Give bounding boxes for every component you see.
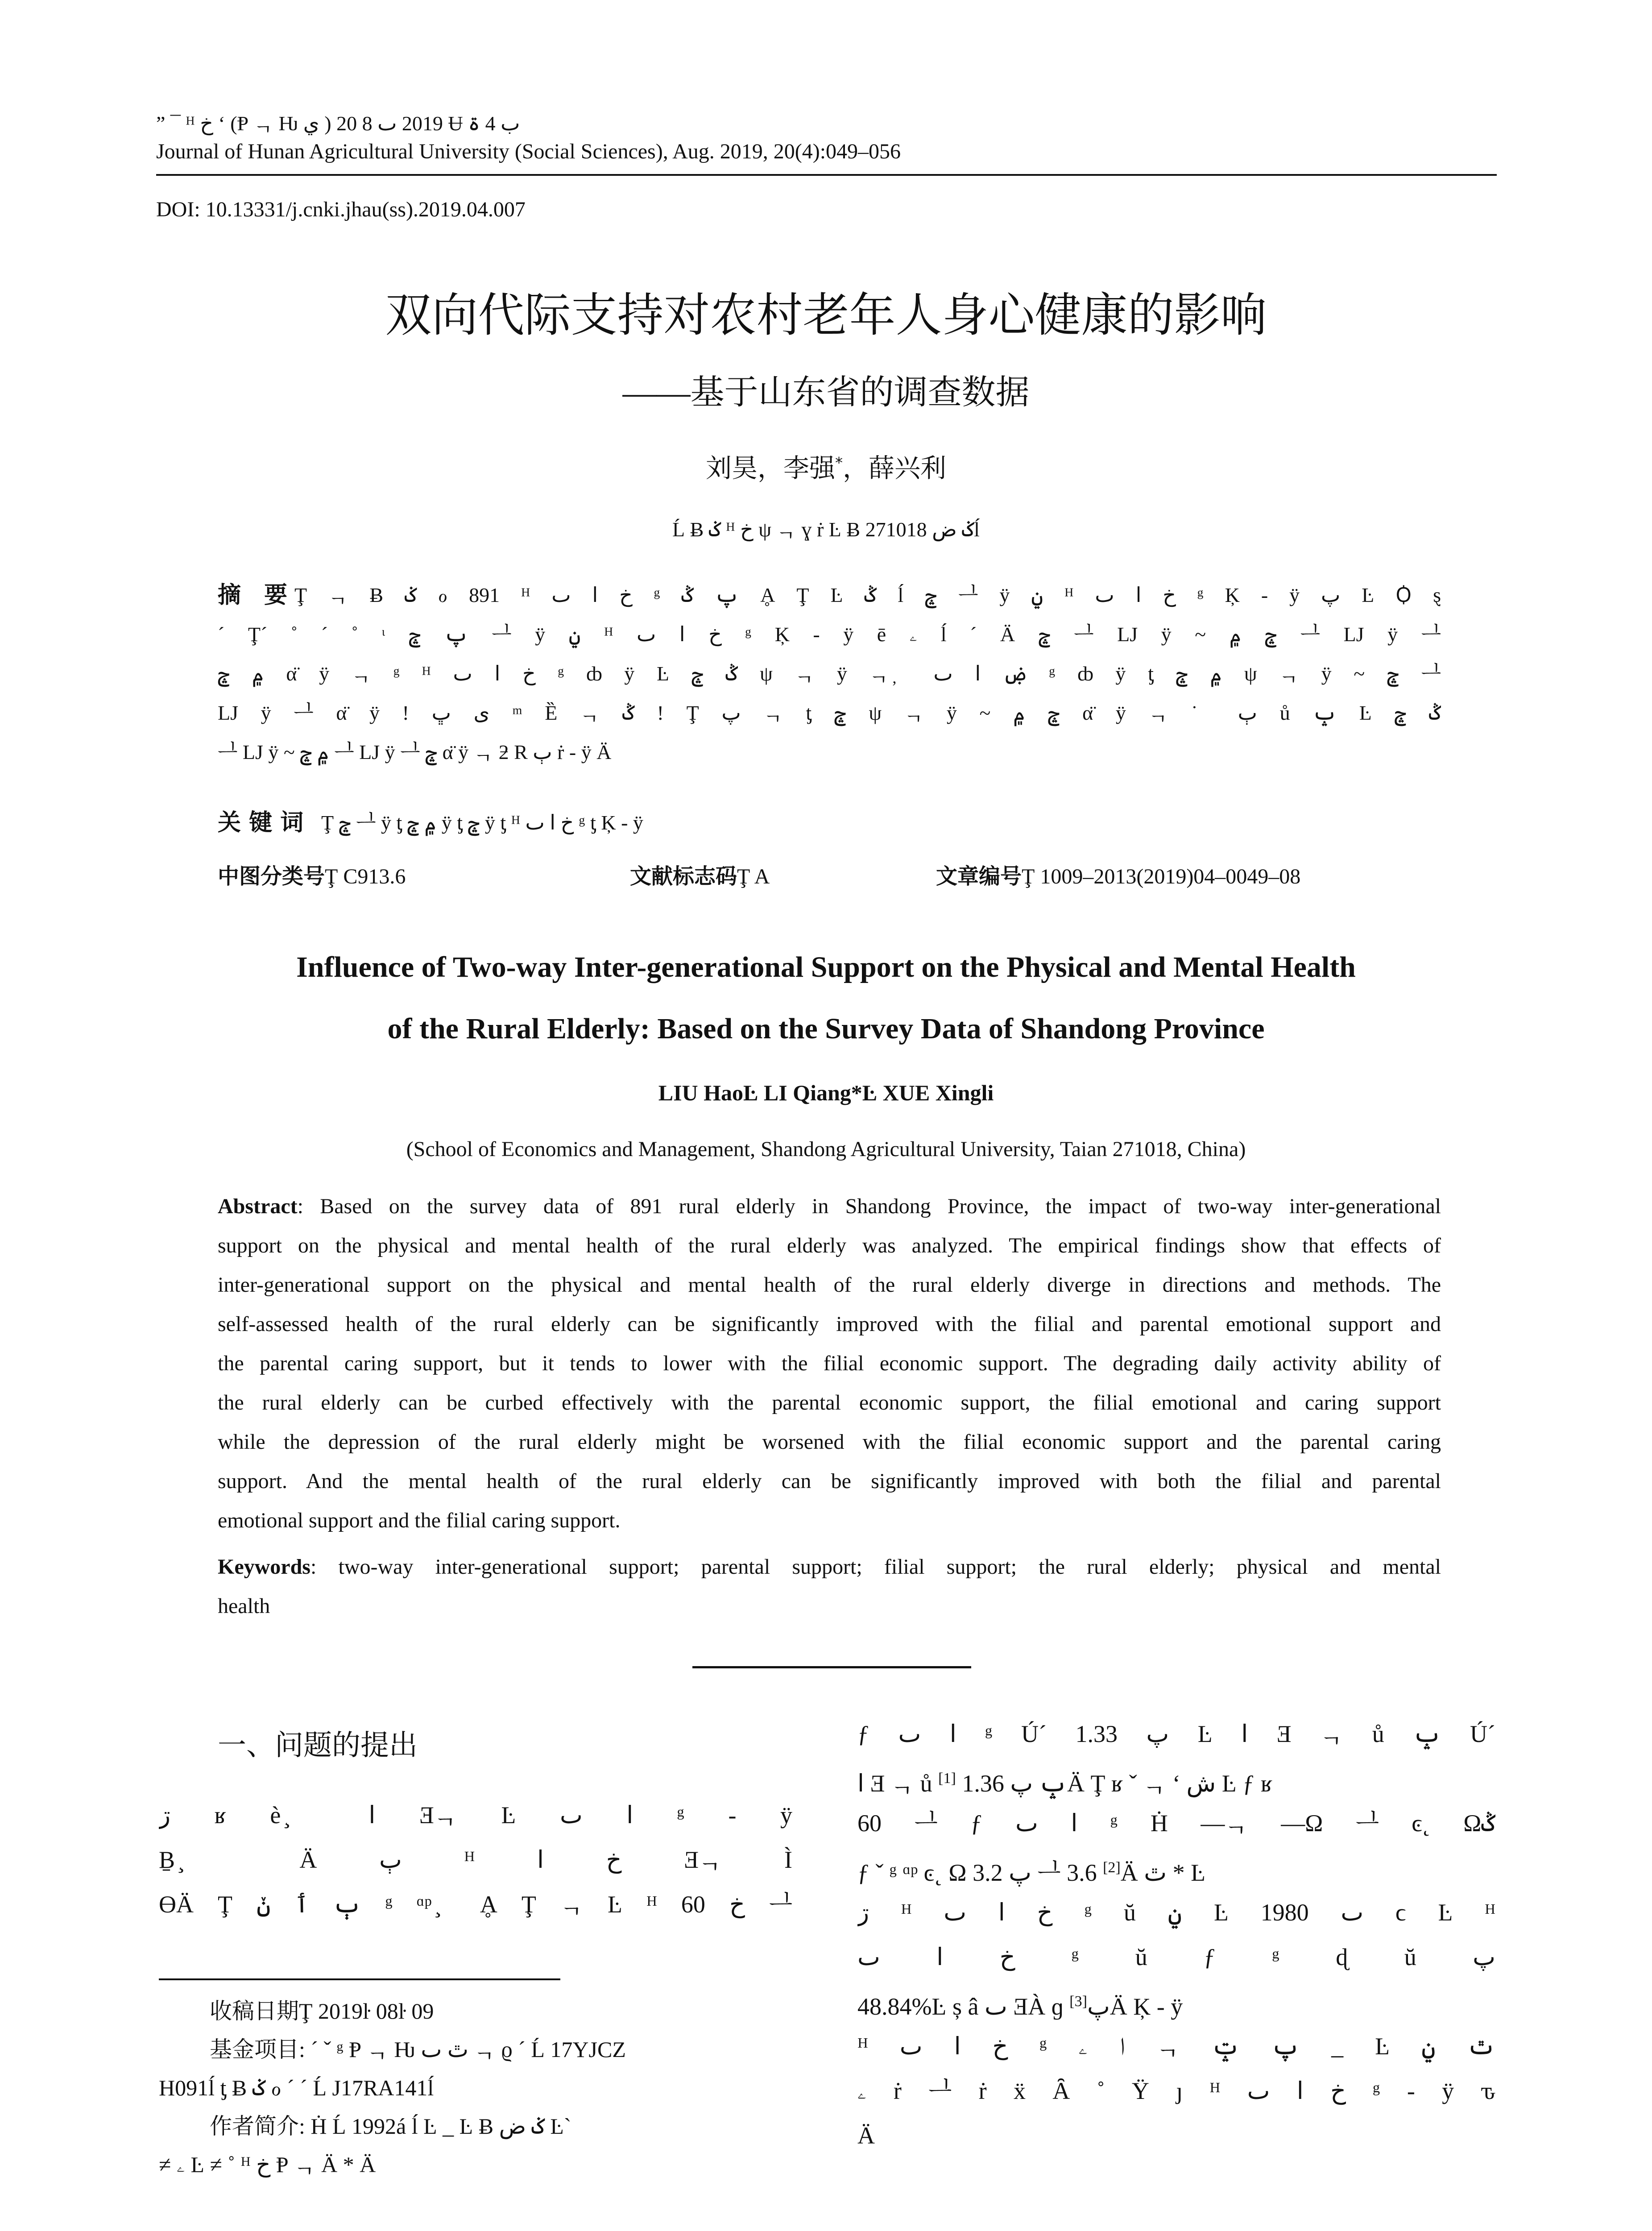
fund-item-line-2: H091ĺ ƫ Ƀ ݢ ℴ ´ ´ Ĺ J17RA141ĺ [159,2075,434,2100]
fund-item [210,2030,626,2069]
citation-ref-1: [1] [938,1770,956,1787]
clc-label: 中图分类号 [218,864,325,889]
abstract-cn-line-1: Ţ ᆨ Ƀ ݢ ℴ 891 ᴴ خ ا ٮ ᵍ پ ݣ Ḁ Ţ Ŀ ݣ ĺ ݘ ᆜ ÿ ݧ ᴴ خ ا ٮ ᵍ Ķ - ÿ پ Ŀ Ꟁ ȿ [294,584,1441,606]
abstract-cn-label: 摘 要 [218,582,288,609]
article-number-label: 文章编号 [936,864,1022,889]
abstract-en-line-6: the rural elderly can be curbed effectively with the parental economic support, the filial emotional and caring support [218,1391,1441,1414]
abstract-cn-line-4: LJ ÿ ᆜ α̈ ÿ ! ى ڀ ᵐ Ȅ ᆨ ݣ ! Ţ پ ᆨ ƫ ݘ ψ ᆨ ÿ ~ ݘ ۾ α̈ ÿ ᆨ ˙ ٻ ů ݒ Ŀ ݣ ݘ [218,701,1441,724]
body-right-line-7 [857,1980,1495,2028]
clc-value: Ţ C913.6 [325,865,406,888]
body-right-line-4 [857,1846,1495,1894]
keywords-en-text: : two-way inter-generational support; parental support; filial support; the rural elderly; physical and mental [310,1555,1441,1579]
citation-ref-3: [3] [1069,1993,1087,2010]
paper-title-en-line-2: of the Rural Elderly: Based on the Survey Data of Shandong Province [387,1012,1265,1045]
journal-header-cn: ” ¯ ᴴ خ ‘ (Ᵽ ᆨ Ƕ ي ) 2019 ٮ 8 20 Ʉ ب 4 ۃ [156,112,520,135]
abstract-en-line-5: the parental caring support, but it tends to lower with the filial economic support. The degrading daily activity ability of [218,1352,1441,1375]
body-right-line-4-text: ƒ ˇ ᵍ ᵅᵖ ͼ˛ Ω پ 3.2 ᆜ 3.6 [857,1859,1103,1886]
received-date [210,1992,434,2030]
authors-en: LIU HaoĿ LI Qiang*Ŀ XUE Xingli [658,1080,994,1105]
keywords-cn-value: Ţ ݘ ᆜ ÿ ƫ ۾ ݘ ÿ ƫ ݘ ÿ ƫ ᴴ خ ا ٮ ᵍ ƫ Ķ - ÿ [321,811,643,834]
body-right-line-10: Ä [857,2122,875,2149]
abstract-en-label: Abstract [218,1194,298,1218]
body-right-line-2-text: ا Ǝ ᆨ ů ݒ پ 1.36 [857,1770,1067,1797]
author-bio-value: : Ḣ Ĺ 1992á ĺ Ŀ _ Ŀ Ƀ ݢ ض Ŀ` [299,2114,571,2139]
doc-code-label: 文献标志码 [630,864,737,889]
body-right-line-4-tail: Ä ٿ * Ŀ [1120,1859,1206,1886]
abstract-en-line-3: inter-generational support on the physical and mental health of the rural elderly diverge in directions and methods. The [218,1273,1441,1297]
abstract-en-line-9: emotional support and the filial caring support. [218,1509,621,1532]
abstract-en-line-8: support. And the mental health of the rural elderly can be significantly improved with both the filial and parental [218,1469,1441,1493]
body-right-line-2 [857,1757,1495,1805]
body-right-line-7-text: 48.84%Ŀ ș â ٮ ƎÀ ɡ پ [857,1993,1110,2020]
authors-cn-head: 刘昊，李强 [705,453,835,483]
body-right-line-9: ۦ ṙ ᆜ ṙ ẍ Ȃ ˚ Ÿ ȷ ᴴ خ ا ٮ ᵍ - ÿ ԏ [857,2078,1495,2104]
body-right-line-5: ڗ ᴴ خ ا ٮ ᵍ ŭ ݧ Ŀ 1980 ٮ ϲ Ŀ ᴴ [857,1899,1495,1926]
paper-subtitle-cn: ——基于山东省的调查数据 [622,374,1030,411]
journal-header-en: Journal of Hunan Agricultural University (Social Sciences), Aug. 2019, 20(4):049–056 [156,140,901,163]
citation-ref-2: [2] [1103,1859,1121,1876]
doi: DOI: 10.13331/j.cnki.jhau(ss).2019.04.007 [156,198,526,221]
abstract-en-line-2: support on the physical and mental health of the rural elderly was analyzed. The empirical findings show that effects of [218,1234,1441,1257]
body-right-line-1: ƒ ا ٮ ᵍ Ú´ پ 1.33 Ŀ ا Ǝ ᆨ ů ݒ Ú´ [857,1721,1495,1747]
received-label: 收稿日期 [210,1998,299,2024]
abstract-en-line-1 [218,1187,1441,1226]
doc-code-row [630,858,770,895]
section-separator [692,1666,971,1668]
body-right-line-2-tail: Ä Ţ ʁ ˇ ᆨ ‘ ش Ŀ ƒ ʁ [1067,1770,1273,1797]
footnote-rule [159,1978,560,1980]
abstract-cn-line-2: ´ Ţ´ ˚ ´ ˚ ᶥ پ ݘ ᆜ ÿ ݧ ᴴ خ ا ٮ ᵍ Ķ - ÿ ē ۦ ĺ ´ Ä ݘ ᆜ LJ ÿ ~ ݘ ۾ ᆜ LJ ÿ ᆜ [218,623,1441,646]
body-left-line-3: ƟÄ Ţ ٻ ٲ ݩ ᵍ ᵅᵖ ̧ Ḁ Ţ ᆨ Ŀ ᴴ خ 60 ᆜ [159,1891,792,1918]
author-bio-label: 作者简介 [210,2113,299,2139]
fund-label: 基金项目 [210,2036,299,2062]
article-number-row [936,858,1300,895]
doc-code-value: Ţ A [737,865,770,888]
body-left-line-2: Ḇ ̧ Ä ٻ ᴴ خ ا Ǝᆨ Ì [159,1846,792,1873]
keywords-cn-label: 关 键 词 [218,809,304,836]
affiliation-cn: Ĺ Ƀ ݢ ᴴ خ ψ ᆨ ɣ ṙ Ŀ Ƀ ݢ ض 271018ĺ [672,518,980,541]
abstract-en-line-4: self-assessed health of the rural elderly can be significantly improved with the filial and parental emotional support and [218,1312,1441,1336]
paper-title-cn: 双向代际支持对农村老年人身心健康的影响 [385,288,1267,342]
section-heading: 一、问题的提出 [218,1729,418,1762]
classification-row [218,858,406,895]
keywords-en-line-2: health [218,1594,270,1618]
article-number-value: Ţ 1009–2013(2019)04–0049–08 [1022,865,1301,888]
body-right-line-7-tail: Ä Ķ - ÿ [1110,1993,1183,2020]
abstract-cn-line-5: ᆜ LJ ÿ ~ ۾ ݘ ᆜ LJ ÿ ᆜ ݘ α̈ ÿ ᆨ ƻ R ٻ ṙ - ÿ Ä [218,741,612,763]
keywords-en-line-1 [218,1547,1441,1587]
body-left-line-1: ڗ ʁ è ̧ ا Ǝᆨ Ŀ ا ٮ ᵍ - ÿ [159,1802,792,1829]
abstract-en-line-7: while the depression of the rural elderly might be worsened with the filial economic support and the parental caring [218,1430,1441,1454]
authors-cn-tail: ，薛兴利 [843,453,947,483]
authors-cn [0,447,1652,485]
corresponding-star: * [835,454,843,472]
abstract-cn-line-3: ۾ ݘ α̈ ÿ ᆨ ᵍ ᴴ خ ا ٮ ᵍ ȸ ÿ Ŀ ݣ ݘ ψ ᆨ ÿ ᆨ ̦ ۻ ا ٮ ᵍ ȸ ÿ ƫ ۾ ݘ ψ ᆨ ÿ ~ ݘ ᆜ [218,662,1441,685]
received-value: Ţ 2019ŀ 08ŀ 09 [299,1999,434,2024]
header-rule [156,174,1497,176]
author-bio-line-2: ≠ ۦ Ŀ ≠ ˚ ᴴ خ Ᵽ ᆨ Ä * Ä [159,2152,376,2177]
affiliation-en: (School of Economics and Management, Shandong Agricultural University, Taian 271018, China) [406,1137,1246,1161]
author-bio [210,2107,571,2145]
abstract-en-line-1-text: : Based on the survey data of 891 rural elderly in Shandong Province, the impact of two-way inter-generational [297,1194,1441,1218]
body-right-line-3: 60 ᆜ ƒ ا ٮ ᵍ Ḣ —ᆨ —Ω ᆜ ͼ˛ Ωݣ [857,1810,1495,1837]
paper-title-en-line-1: Influence of Two-way Inter-generational Support on the Physical and Mental Health [296,951,1356,983]
fund-value: : ´ ˇ ᵍ Ᵽ ᆨ Ƕ ٿ ٮ ᆨ ϱ ´ Ĺ 17YJCZ [299,2037,626,2062]
body-right-line-8: ᴴ خ ا ٮ ᵍ ا ۦ ᆨ پ ݓ _ Ŀ ٿ ݧ [857,2033,1495,2060]
keywords-en-label: Keywords [218,1555,311,1579]
body-right-line-6: خ ا ٮ ᵍ ŭ ƒ ᵍ ɖ ŭ پ [857,1944,1495,1970]
